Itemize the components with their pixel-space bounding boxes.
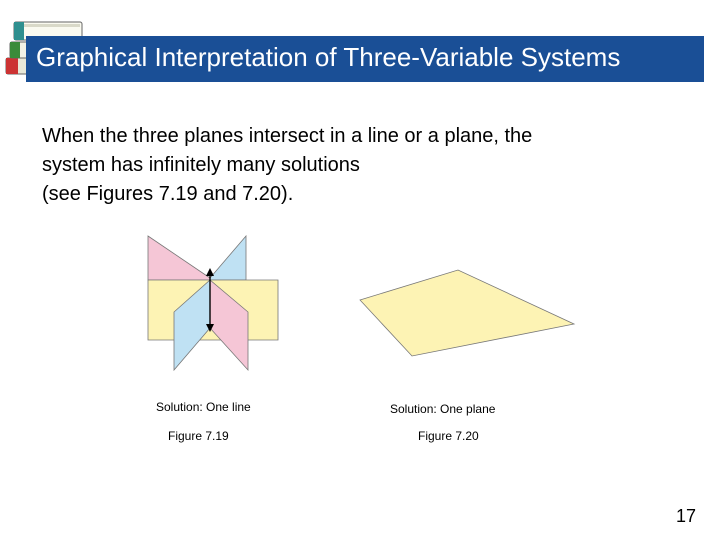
plane-blue-top	[210, 236, 246, 280]
figure-one-plane	[352, 268, 582, 368]
arrow-head-up	[206, 268, 214, 276]
page-number: 17	[675, 506, 696, 526]
plane-yellow-single	[360, 270, 574, 356]
figure-label: Figure 7.19	[168, 429, 229, 443]
plane-pink-top	[148, 236, 210, 280]
body-line: When the three planes intersect in a line or a plane, the	[42, 125, 533, 147]
figure-label: Figure 7.20	[418, 429, 479, 443]
body-line: system has infinitely many solutions	[42, 154, 360, 176]
figure-one-line	[138, 228, 288, 378]
body-line: (see Figures 7.19 and 7.20).	[42, 183, 294, 205]
slide-title: Graphical Interpretation of Three-Variable Systems	[36, 42, 621, 72]
figure-caption: Solution: One line	[156, 400, 251, 414]
figure-caption: Solution: One plane	[390, 402, 496, 416]
body-text	[42, 122, 682, 209]
